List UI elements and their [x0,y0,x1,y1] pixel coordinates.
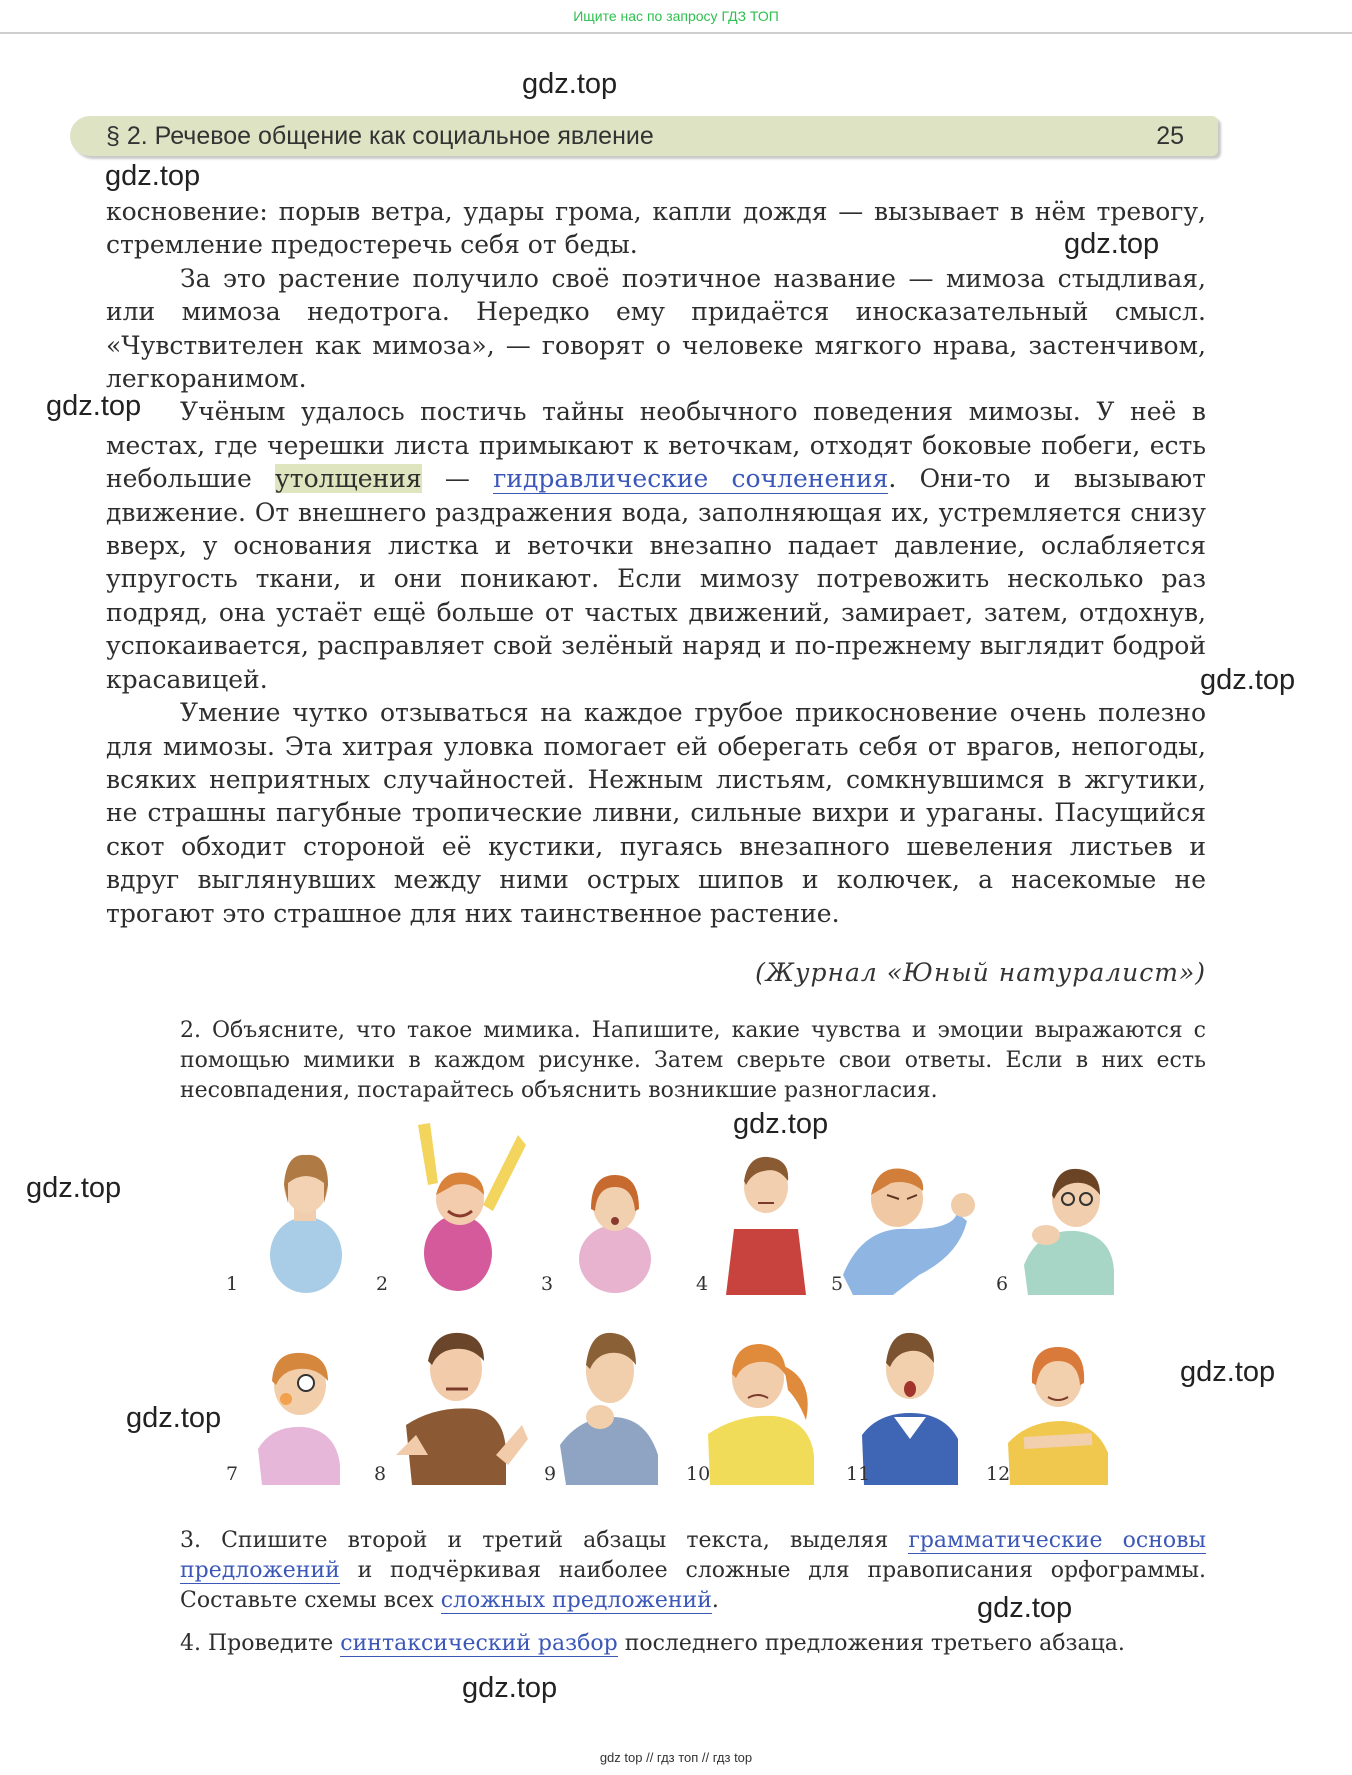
figure-number: 6 [996,1273,1009,1295]
watermark: gdz.top [1064,228,1160,260]
footer: gdz top // гдз топ // гдз top [599,1750,753,1765]
figure-10 [688,1310,838,1485]
glossary-link[interactable]: синтаксический разбор [340,1631,618,1656]
task-3 [180,1526,1206,1616]
text-run: и подчёркивая наиболее сложные для правописания орфограммы. Составьте схемы всех [180,1558,1206,1613]
figure-number: 4 [696,1273,709,1295]
watermark: gdz.top [462,1672,558,1704]
figure-9 [546,1305,676,1485]
shirt [708,1416,814,1485]
figure-12 [988,1313,1128,1485]
page-number: 25 [1156,122,1184,150]
paragraph: За это растение получило своё поэтичное название — мимоза стыдливая, или мимоза недотрога. Нередко ему придаётся иносказательный смысл. «Чувствителен как мимоза», — говорят о человеке мягкого нрава, застенчивом, легкоранимом. [106,263,1206,394]
task-4 [180,1629,1206,1659]
figure-number: 10 [686,1463,711,1485]
shirt [1008,1421,1108,1485]
glossary-link[interactable]: сложных предложений [440,1588,712,1613]
source-citation: (Журнал «Юный натуралист») [755,958,1206,987]
figure-number: 8 [374,1463,387,1485]
main-text [106,195,1206,930]
figure-number: 12 [986,1463,1011,1485]
top-banner-text: Ищите нас по запросу ГДЗ ТОП [573,8,779,24]
shirt [560,1417,658,1485]
figure-3 [543,1125,683,1295]
highlighted-term: утолщения [275,464,422,494]
glossary-link[interactable]: гидравлические сочленения [493,464,889,494]
watermark: gdz.top [733,1108,829,1140]
figure-number: 7 [226,1463,239,1485]
text-run: — [421,464,494,494]
figure-number: 3 [541,1273,554,1295]
chapter-header [70,116,1218,156]
text-run: последнего предложения третьего абзаца. [617,1631,1125,1656]
watermark: gdz.top [977,1592,1073,1624]
shirt [270,1217,342,1293]
watermark: gdz.top [26,1172,122,1204]
figure-number: 9 [544,1463,557,1485]
text-run: 4. Проведите [180,1631,341,1656]
task-2: 2. Объясните, что такое мимика. Напишите, какие чувства и эмоции выражаются с помощью мимики в каждом рисунке. Затем сверьте свои ответы. Если в них есть несовпадения, постарайтесь объяснить возникшие разногласия. [180,1018,1206,1103]
shirt [726,1229,806,1295]
text-run: Учёным удалось постичь тайны необычного поведения мимозы. У неё в местах, где черешки листа примыкают к веточкам, отходят боковые побеги, есть небольшие [106,397,1206,494]
shirt [258,1427,340,1485]
shirt [424,1215,492,1291]
figure-7 [228,1315,368,1485]
paragraph [106,395,1206,696]
figure-number: 11 [846,1463,871,1485]
glossary-link[interactable]: грамматические основы предложений [180,1528,1206,1583]
text-run: . [711,1588,719,1613]
figure-8 [376,1305,536,1485]
chapter-title: § 2. Речевое общение как социальное явление [106,122,654,150]
illustrations [228,1125,1118,1505]
figure-2 [378,1115,528,1295]
figure-5 [833,1125,983,1295]
watermark: gdz.top [126,1402,222,1434]
text-run: 3. Спишите второй и третий абзацы текста, выделяя [180,1528,909,1553]
text-run: . Они-то и вызывают движение. От внешнего раздражения вода, заполняющая их, устремляется снизу вверх, у основания листка и веточки внезапно падает давление, ослабляется упругость ткани, и они поникают. Если мимозу потревожить несколько раз подряд, она устаёт ещё больше от частых движений, замирает, затем, отдохнув, успокаивается, расправляет свой зелёный наряд и по-прежнему выглядит бодрой красавицей. [106,464,1206,694]
paragraph: косновение: порыв ветра, удары грома, капли дождя — вызывает в нём тревогу, стремление предостеречь себя от беды. [106,197,1206,260]
watermark: gdz.top [105,160,201,192]
shirt [579,1225,651,1293]
figure-number: 2 [376,1273,389,1295]
watermark: gdz.top [46,390,142,422]
watermark: gdz.top [1180,1356,1276,1388]
figure-6 [998,1125,1138,1295]
figure-number: 1 [226,1273,239,1295]
watermark: gdz.top [1200,664,1296,696]
figure-4 [698,1119,828,1295]
top-banner [0,0,1352,34]
figure-number: 5 [831,1273,844,1295]
figure-11 [848,1305,978,1485]
watermark: gdz.top [522,68,618,100]
figure-1 [228,1125,368,1295]
paragraph: Умение чутко отзываться на каждое грубое прикосновение очень полезно для мимозы. Эта хитрая уловка помогает ей оберегать себя от врагов, непогоды, всяких неприятных случайностей. Нежным листьям, сомкнувшимся в жгутики, не страшны пагубные тропические ливни, сильные вихри и ураганы. Пасущийся скот обходит стороной её кустики, пугаясь внезапного шевеления листьев и вдруг выглянувших между ними острых шипов и колючек, а насекомые не трогают это страшное для них таинственное растение. [106,698,1206,928]
